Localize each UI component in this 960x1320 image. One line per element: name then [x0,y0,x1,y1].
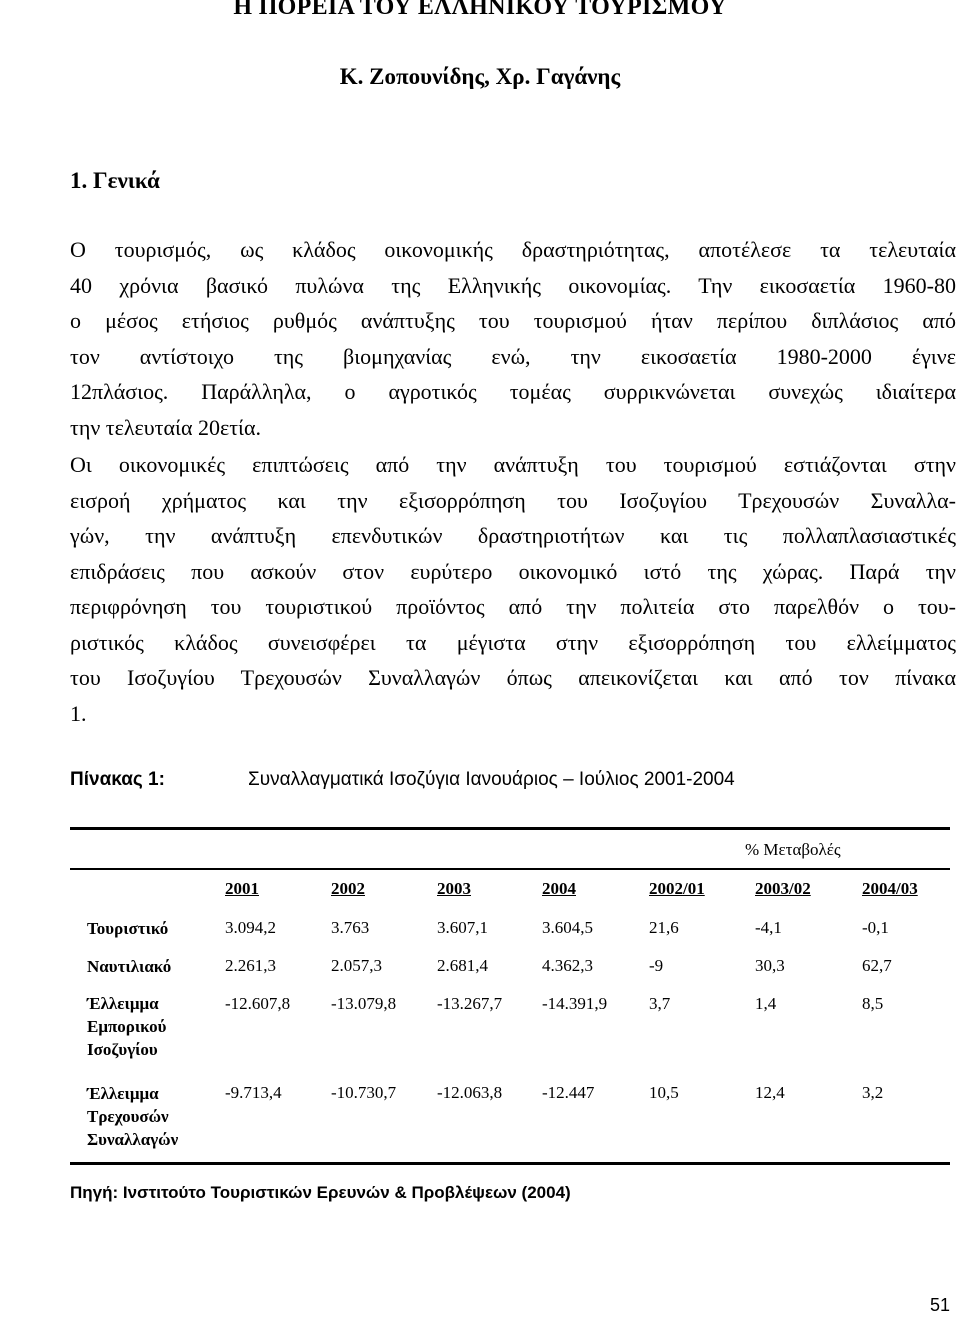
table-cell: 4.362,3 [542,956,593,975]
paragraph-line: Ο τουρισμός, ως κλάδος οικονομικής δραστηριότητας, αποτέλεσε τα τελευταία [70,237,956,262]
row-label [87,992,166,1061]
row-label-line: Ναυτιλιακό [87,957,172,976]
table-caption [70,769,735,791]
table-cell: 3,2 [862,1083,884,1102]
table-cell: 3.607,1 [437,918,488,937]
row-label [87,955,171,978]
table-source: Πηγή: Ινστιτούτο Τουριστικών Ερευνών & Προβλέψεων (2004) [70,1183,571,1202]
column-header: 2004 [542,879,576,898]
row-label [87,917,168,940]
table-cell: 3.763 [331,918,370,937]
paragraph-line: εισροή χρήματος και την εξισορρόπηση του Ισοζυγίου Τρεχουσών Συναλλα- [70,487,956,513]
table-cell: -12.607,8 [225,994,291,1013]
table-cell: -14.391,9 [542,994,608,1013]
table-cell: 1,4 [755,994,777,1013]
column-header: 2004/03 [862,879,918,898]
table-top-rule [70,827,950,830]
table-caption-text: Συναλλαγματικά Ισοζύγια Ιανουάριος – Ιούλιος 2001-2004 [248,769,735,790]
table-cell: 10,5 [649,1083,679,1102]
page-title: Η ΠΟΡΕΙΑ ΤΟΥ ΕΛΛΗΝΙΚΟΥ ΤΟΥΡΙΣΜΟΥ [233,0,727,20]
paragraph-1 [70,232,956,445]
table-cell: 30,3 [755,956,785,975]
row-label-line: Έλλειμμα [87,994,159,1013]
table-cell: 21,6 [649,918,679,937]
table-cell: -9 [649,956,664,975]
paragraph-line: ριστικός κλάδος συνεισφέρει τα μέγιστα στην εξισορρόπηση του ελλείμματος [70,629,956,655]
table-cell: -4,1 [755,918,782,937]
table-cell: -12.447 [542,1083,595,1102]
row-label-line: Έλλειμμα [87,1084,159,1103]
table-cell: 3.604,5 [542,918,593,937]
section-heading: 1. Γενικά [70,168,160,193]
paragraph-line: περιφρόνηση του τουριστικού προϊόντος από την πολιτεία στο παρελθόν ο του- [70,594,956,619]
table-cell: 2.681,4 [437,956,488,975]
column-header: 2003/02 [755,879,811,898]
column-header: 2002/01 [649,879,705,898]
row-label-line: Τρεχουσών [87,1107,169,1126]
table-cell: 2.261,3 [225,956,276,975]
table-cell: 2.057,3 [331,956,382,975]
table-cell: 12,4 [755,1083,785,1102]
table-cell: -13.267,7 [437,994,503,1013]
paragraph-line: τον αντίστοιχο της βιομηχανίας ενώ, την εικοσαετία 1980-2000 έγινε [70,343,956,369]
row-label [87,1082,178,1151]
table-bottom-rule [70,1162,950,1165]
page-number: 51 [930,1295,951,1315]
paragraph-line: επιδράσεις που ασκούν στον ευρύτερο οικονομικό ιστό της χώρας. Παρά την [70,558,956,584]
row-label-line: Τουριστικό [87,919,169,938]
column-header: 2003 [437,879,471,898]
paragraph-line: 40 χρόνια βασικό πυλώνα της Ελληνικής οικονομίας. Την εικοσαετία 1960-80 [70,272,956,298]
table-cell: -0,1 [862,918,889,937]
table-cell: 3.094,2 [225,918,276,937]
pct-change-header: % Μεταβολές [745,840,841,859]
paragraph-line: 12πλάσιος. Παράλληλα, ο αγροτικός τομέας συρρικνώνεται συνεχώς ιδιαίτερα [70,379,956,404]
paragraph-line: ο μέσος ετήσιος ρυθμός ανάπτυξης του τουρισμού ήταν περίπου διπλάσιος από [70,308,956,333]
table-cell: -13.079,8 [331,994,397,1013]
paragraph-line: Οι οικονομικές επιπτώσεις από την ανάπτυξη του τουρισμού εστιάζονται στην [70,452,956,477]
table-cell: 3,7 [649,994,671,1013]
row-label-line: Συναλλαγών [87,1130,179,1149]
table-cell: -10.730,7 [331,1083,397,1102]
paragraph-line: 1. [70,700,87,726]
paragraph-line: την τελευταία 20ετία. [70,414,262,440]
table-cell: 8,5 [862,994,884,1013]
column-header: 2002 [331,879,365,898]
table-cell: -12.063,8 [437,1083,503,1102]
column-header: 2001 [225,879,259,898]
paragraph-line: γών, την ανάπτυξη επενδυτικών δραστηριοτήτων και τις πολλαπλασιαστικές [70,523,956,548]
paragraph-line: του Ισοζυγίου Τρεχουσών Συναλλαγών όπως απεικονίζεται και από τον πίνακα [70,665,956,690]
table-header-rule [70,868,950,870]
paragraph-2 [70,447,956,731]
authors: Κ. Ζοπουνίδης, Χρ. Γαγάνης [339,64,621,89]
table-cell: 62,7 [862,956,892,975]
table-cell: -9.713,4 [225,1083,282,1102]
table-caption-label: Πίνακας 1: [70,769,165,790]
row-label-line: Εμπορικού [87,1017,167,1036]
row-label-line: Ισοζυγίου [87,1040,158,1059]
